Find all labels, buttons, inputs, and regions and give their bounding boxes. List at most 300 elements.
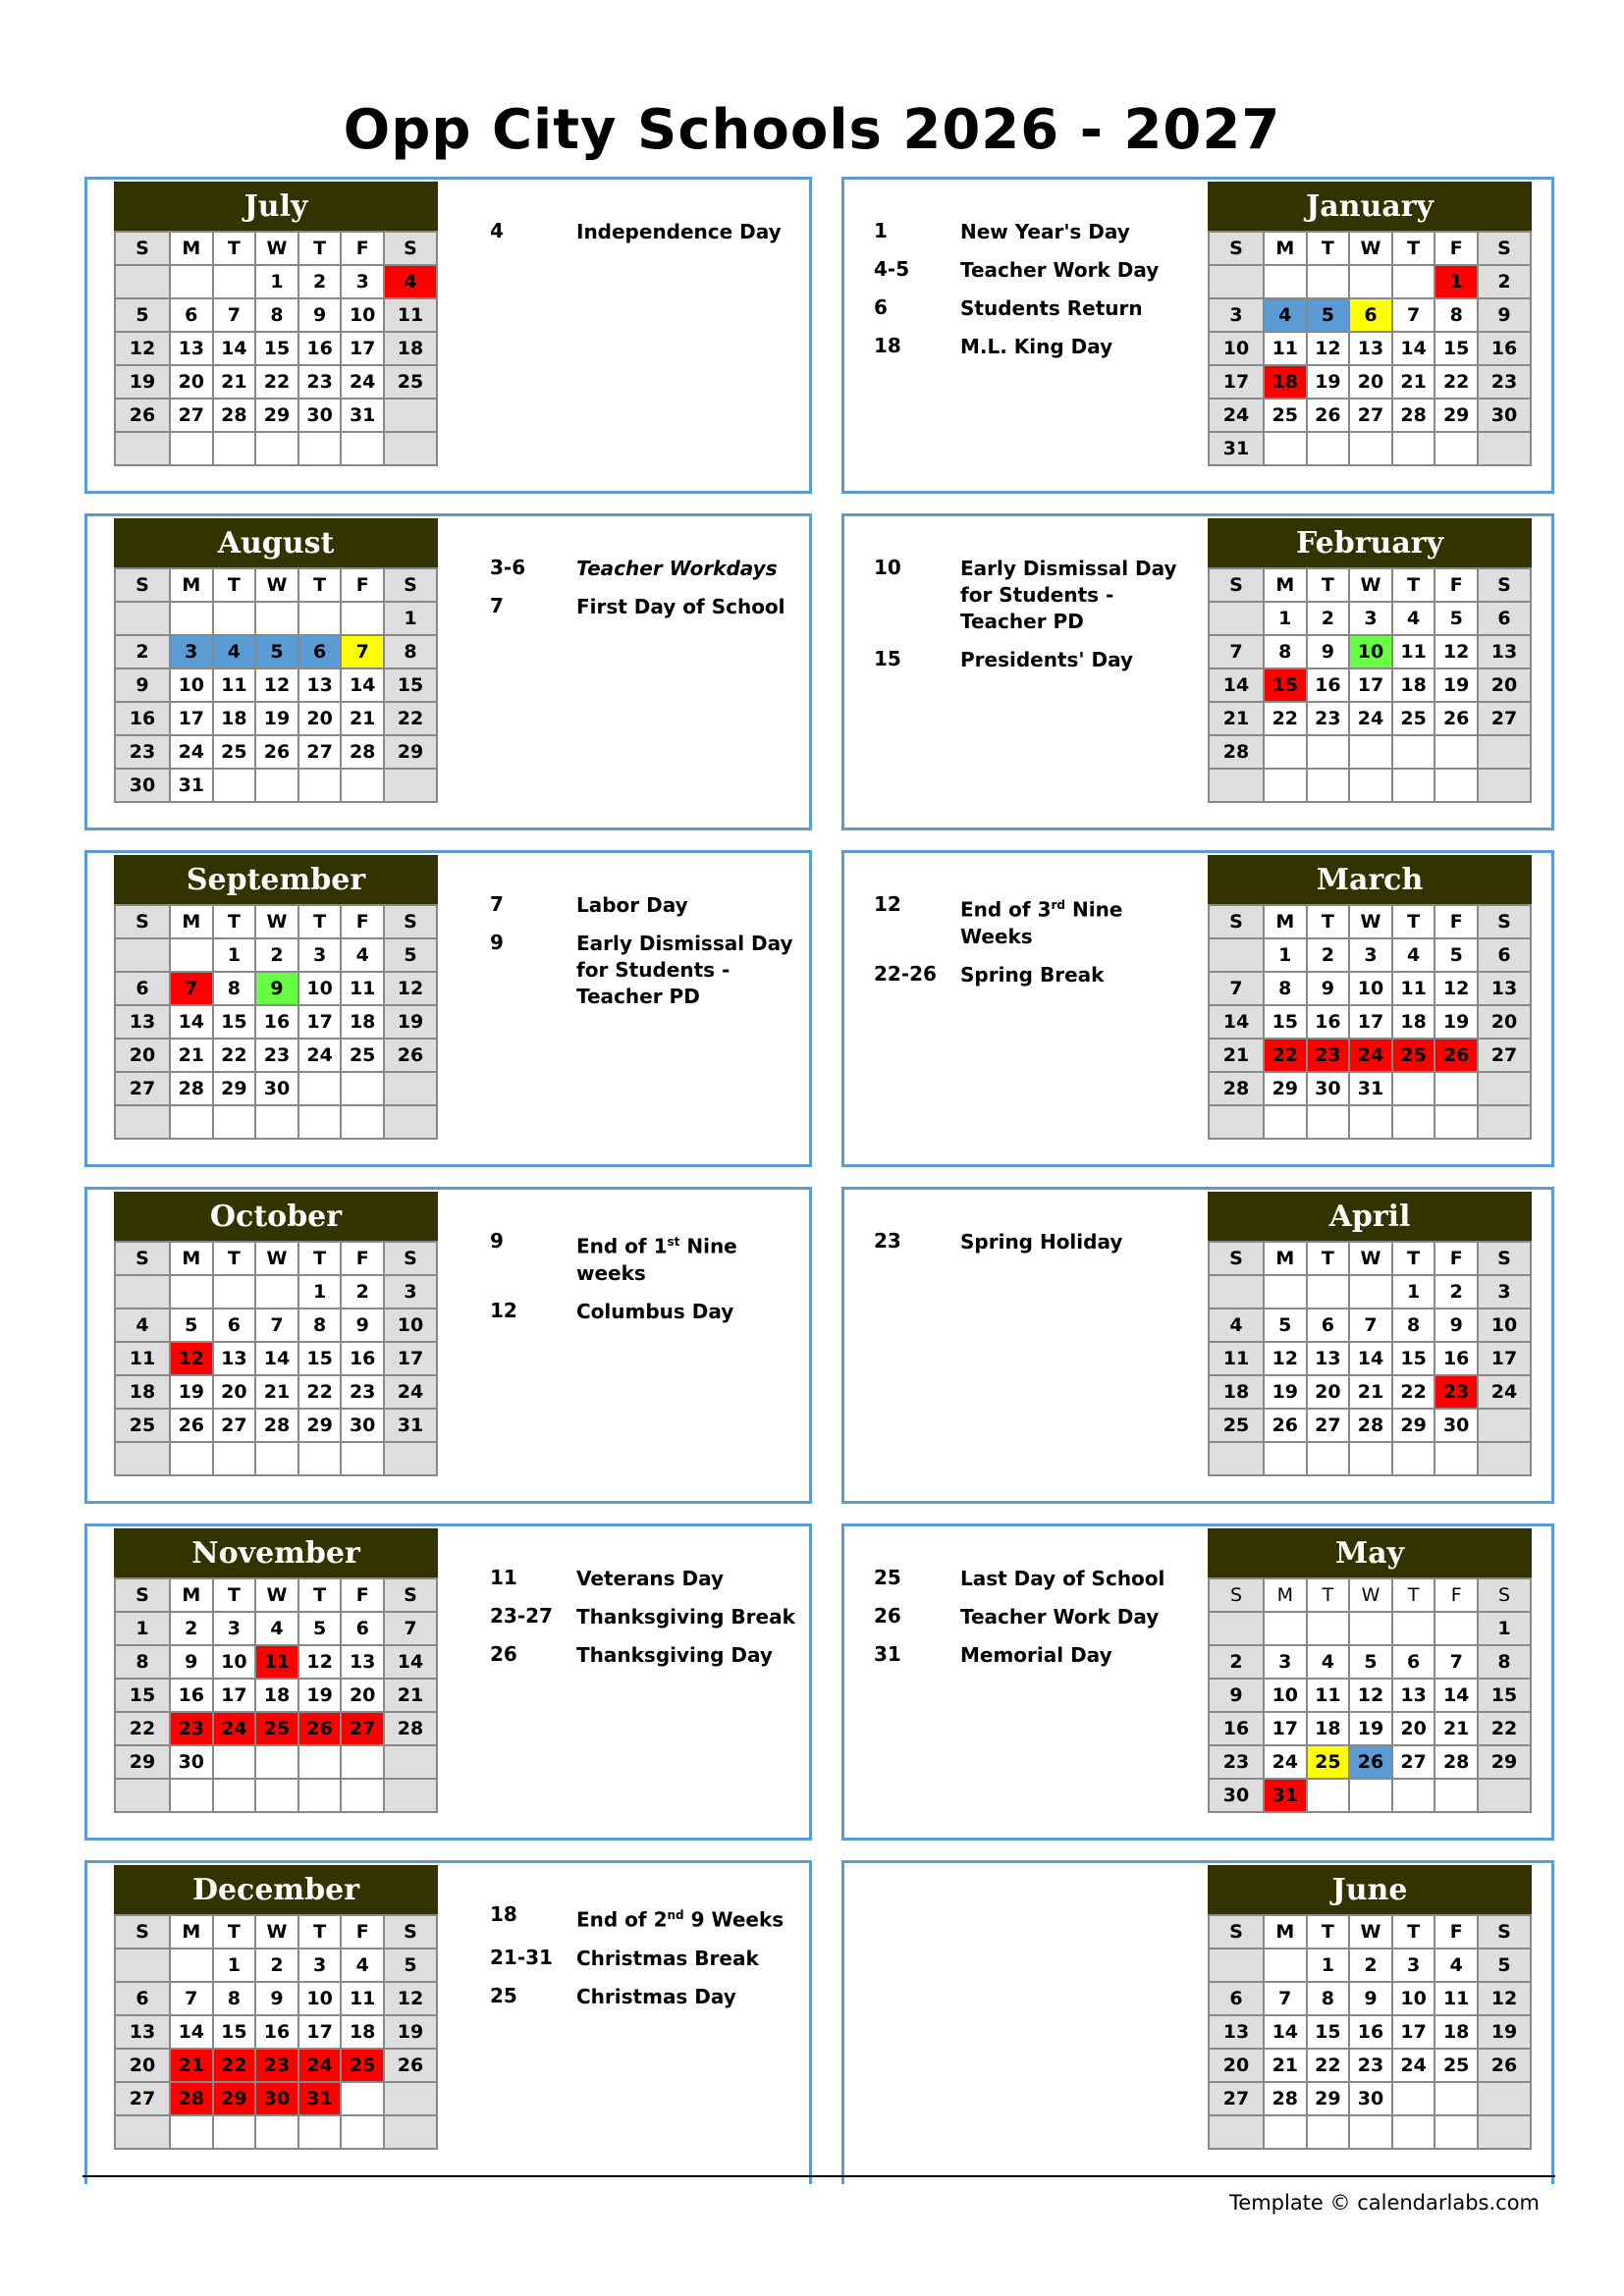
day-cell: 25 [255,1712,298,1745]
weekday-header: T [1392,568,1435,602]
day-cell: 5 [384,1949,437,1982]
event-description: Presidents' Day [960,648,1134,671]
day-cell: 16 [170,1679,213,1712]
day-cell: 13 [1392,1679,1435,1712]
day-cell: 31 [1209,432,1264,465]
empty-cell [213,1442,256,1475]
empty-cell [115,1442,170,1475]
month-panel-april [841,1187,1554,1504]
empty-cell [1392,265,1435,298]
day-cell: 22 [1435,365,1478,399]
day-cell: 11 [341,972,384,1005]
day-cell: 1 [298,1275,342,1308]
empty-cell [1435,769,1478,802]
month-name: October [114,1192,438,1241]
event-list [490,1902,802,2022]
day-cell: 3 [298,938,342,972]
event-date: 22-26 [874,961,937,986]
day-cell: 3 [298,1949,342,1982]
event-description: Students Return [960,296,1143,320]
day-cell: 2 [255,938,298,972]
event-item [874,1566,1186,1592]
empty-cell [298,2115,342,2149]
day-cell: 15 [213,2015,256,2049]
day-cell: 27 [341,1712,384,1745]
day-cell: 3 [1392,1949,1435,1982]
empty-cell [298,432,342,465]
day-cell: 28 [341,735,384,769]
day-cell: 1 [213,938,256,972]
empty-cell [384,1779,437,1812]
day-cell: 10 [1264,1679,1307,1712]
day-cell: 29 [1478,1745,1531,1779]
empty-cell [1264,1949,1307,1982]
day-cell: 30 [1478,399,1531,432]
empty-cell [115,1779,170,1812]
day-cell: 24 [1349,702,1392,735]
weekday-header: M [170,232,213,265]
day-cell: 3 [1349,938,1392,972]
day-cell: 29 [213,2082,256,2115]
day-cell: 27 [115,1072,170,1105]
day-cell: 12 [1435,972,1478,1005]
day-cell: 11 [341,1982,384,2015]
day-cell: 22 [1264,1039,1307,1072]
event-list [874,1229,1186,1267]
day-cell: 12 [255,668,298,702]
day-cell: 6 [1478,938,1531,972]
weekday-header: S [115,1915,170,1949]
weekday-header: T [1307,1915,1350,1949]
empty-cell [1392,1442,1435,1475]
empty-cell [213,2115,256,2149]
event-item [490,1642,802,1669]
day-cell: 16 [1307,668,1350,702]
empty-cell [1435,1779,1478,1812]
empty-cell [115,938,170,972]
empty-cell [1307,265,1350,298]
month-panel-february [841,513,1554,830]
weekday-header: W [255,905,298,938]
day-cell: 7 [1209,972,1264,1005]
empty-cell [255,432,298,465]
day-cell: 1 [115,1612,170,1645]
event-date: 6 [874,295,888,319]
day-cell: 3 [384,1275,437,1308]
day-cell: 5 [255,635,298,668]
day-cell: 9 [115,668,170,702]
event-date: 26 [490,1642,517,1666]
day-cell: 8 [1392,1308,1435,1342]
day-cell: 9 [1478,298,1531,332]
day-cell: 16 [1435,1342,1478,1375]
event-description: End of 2nd 9 Weeks [576,1907,785,1932]
day-cell: 16 [298,332,342,365]
day-cell: 28 [1435,1745,1478,1779]
empty-cell [1392,735,1435,769]
event-description: Spring Holiday [960,1230,1123,1254]
weekday-header: F [341,1578,384,1612]
day-cell: 2 [255,1949,298,1982]
day-cell: 30 [115,769,170,802]
day-cell: 2 [1349,1949,1392,1982]
empty-cell [1349,1275,1392,1308]
empty-cell [255,602,298,635]
empty-cell [1478,1105,1531,1139]
weekday-header: S [1209,568,1264,602]
weekday-header: T [213,905,256,938]
day-cell: 8 [1478,1645,1531,1679]
event-date: 26 [874,1604,901,1628]
event-description: Last Day of School [960,1567,1165,1590]
day-cell: 21 [1392,365,1435,399]
empty-cell [1435,735,1478,769]
day-cell: 2 [170,1612,213,1645]
day-cell: 28 [170,2082,213,2115]
day-cell: 2 [1307,938,1350,972]
divider [82,2175,1555,2177]
day-cell: 4 [1209,1308,1264,1342]
day-cell: 4 [1307,1645,1350,1679]
empty-cell [1392,1612,1435,1645]
day-cell: 2 [1209,1645,1264,1679]
day-cell: 3 [1349,602,1392,635]
day-cell: 25 [115,1409,170,1442]
day-cell: 16 [1209,1712,1264,1745]
day-cell: 1 [1478,1612,1531,1645]
event-date: 25 [874,1566,901,1589]
weekday-header: F [1435,232,1478,265]
day-cell: 18 [1264,365,1307,399]
event-date: 4-5 [874,257,910,281]
day-cell: 25 [1392,1039,1435,1072]
day-cell: 20 [1209,2049,1264,2082]
day-cell: 25 [213,735,256,769]
empty-cell [1349,265,1392,298]
day-cell: 27 [298,735,342,769]
empty-cell [255,1275,298,1308]
empty-cell [1307,769,1350,802]
day-cell: 27 [170,399,213,432]
event-item [874,1229,1186,1255]
day-cell: 15 [213,1005,256,1039]
day-cell: 24 [1478,1375,1531,1409]
day-cell: 23 [1307,702,1350,735]
weekday-header: M [1264,1242,1307,1275]
weekday-header: F [341,1242,384,1275]
day-cell: 19 [1435,668,1478,702]
event-item [490,556,802,582]
empty-cell [213,602,256,635]
day-cell: 12 [384,1982,437,2015]
event-date: 18 [874,334,901,357]
day-cell: 30 [298,399,342,432]
month-name: June [1208,1865,1532,1914]
day-cell: 27 [1307,1409,1350,1442]
day-cell: 8 [115,1645,170,1679]
day-cell: 26 [1435,1039,1478,1072]
day-cell: 17 [213,1679,256,1712]
day-cell: 30 [341,1409,384,1442]
day-cell: 29 [384,735,437,769]
day-cell: 2 [115,635,170,668]
day-cell: 22 [213,1039,256,1072]
day-cell: 8 [1264,635,1307,668]
weekday-header: M [1264,1578,1307,1612]
day-cell: 12 [115,332,170,365]
day-cell: 25 [1392,702,1435,735]
day-cell: 17 [1349,1005,1392,1039]
day-cell: 24 [298,1039,342,1072]
month-name: May [1208,1528,1532,1577]
weekday-header: W [1349,232,1392,265]
day-cell: 14 [170,2015,213,2049]
empty-cell [1209,1949,1264,1982]
weekday-header: S [1209,905,1264,938]
day-cell: 15 [1307,2015,1350,2049]
weekday-header: W [255,1578,298,1612]
day-cell: 10 [298,972,342,1005]
day-cell: 14 [1435,1679,1478,1712]
day-cell: 18 [1307,1712,1350,1745]
day-cell: 5 [1307,298,1350,332]
day-cell: 1 [213,1949,256,1982]
day-cell: 18 [255,1679,298,1712]
day-cell: 28 [213,399,256,432]
weekday-header: S [115,232,170,265]
day-cell: 11 [1209,1342,1264,1375]
event-date: 31 [874,1642,901,1666]
day-cell: 17 [1349,668,1392,702]
empty-cell [341,1779,384,1812]
day-cell: 19 [298,1679,342,1712]
day-cell: 27 [1478,1039,1531,1072]
day-cell: 3 [341,265,384,298]
day-cell: 17 [1264,1712,1307,1745]
day-cell: 8 [1264,972,1307,1005]
day-cell: 3 [1478,1275,1531,1308]
day-cell: 1 [1435,265,1478,298]
empty-cell [115,1105,170,1139]
weekday-header: M [170,1242,213,1275]
day-cell: 21 [341,702,384,735]
event-list [490,556,802,632]
month-calendar [114,855,438,1140]
day-cell: 31 [1264,1779,1307,1812]
empty-cell [170,602,213,635]
day-cell: 21 [170,2049,213,2082]
empty-cell [298,602,342,635]
empty-cell [384,399,437,432]
event-item [490,1604,802,1630]
day-cell: 26 [1264,1409,1307,1442]
event-item [490,1299,802,1325]
day-cell: 30 [1307,1072,1350,1105]
empty-cell [1307,735,1350,769]
day-cell: 25 [1435,2049,1478,2082]
day-cell: 3 [1264,1645,1307,1679]
weekday-header: T [1392,1242,1435,1275]
footer-credit: Template © calendarlabs.com [1229,2191,1540,2215]
month-calendar [114,1528,438,1813]
month-panel-march [841,850,1554,1167]
event-list [490,892,802,1022]
day-cell: 7 [1349,1308,1392,1342]
day-cell: 6 [1349,298,1392,332]
day-cell: 25 [384,365,437,399]
weekday-header: S [115,568,170,602]
day-cell: 26 [255,735,298,769]
empty-cell [341,769,384,802]
event-description: Teacher Workdays [576,557,778,580]
day-cell: 29 [1307,2082,1350,2115]
weekday-header: W [1349,568,1392,602]
weekday-header: S [115,1242,170,1275]
day-cell: 6 [115,972,170,1005]
day-cell: 3 [170,635,213,668]
day-cell: 14 [255,1342,298,1375]
day-cell: 26 [298,1712,342,1745]
day-cell: 2 [1435,1275,1478,1308]
event-item [874,892,1186,950]
day-cell: 1 [384,602,437,635]
day-cell: 22 [298,1375,342,1409]
weekday-header: T [213,568,256,602]
event-date: 3-6 [490,556,526,579]
day-cell: 20 [115,2049,170,2082]
event-item [874,1604,1186,1630]
month-name: January [1208,182,1532,231]
event-date: 23-27 [490,1604,553,1628]
empty-cell [1264,1442,1307,1475]
month-calendar [114,518,438,803]
weekday-header: T [1307,568,1350,602]
empty-cell [1264,769,1307,802]
day-cell: 31 [170,769,213,802]
event-date: 11 [490,1566,517,1589]
empty-cell [255,1745,298,1779]
event-item [874,1642,1186,1669]
day-cell: 15 [1392,1342,1435,1375]
day-cell: 21 [1264,2049,1307,2082]
weekday-header: T [298,905,342,938]
day-cell: 20 [1478,1005,1531,1039]
empty-cell [384,1072,437,1105]
day-cell: 12 [1264,1342,1307,1375]
day-cell: 28 [1209,1072,1264,1105]
empty-cell [1435,2115,1478,2149]
day-cell: 4 [341,938,384,972]
weekday-header: T [298,568,342,602]
day-cell: 10 [1349,972,1392,1005]
weekday-header: M [170,1915,213,1949]
event-item [874,334,1186,360]
weekday-header: T [1307,1578,1350,1612]
weekday-header: T [1307,1242,1350,1275]
day-cell: 19 [1478,2015,1531,2049]
weekday-header: S [1478,905,1531,938]
empty-cell [1392,2115,1435,2149]
weekday-header: F [341,905,384,938]
day-cell: 9 [1349,1982,1392,2015]
empty-cell [1349,769,1392,802]
day-cell: 9 [255,1982,298,2015]
day-cell: 16 [1307,1005,1350,1039]
day-cell: 24 [170,735,213,769]
day-cell: 13 [1349,332,1392,365]
weekday-header: S [384,1915,437,1949]
day-cell: 13 [298,668,342,702]
weekday-header: T [298,1578,342,1612]
empty-cell [298,1745,342,1779]
day-cell: 28 [170,1072,213,1105]
event-item [874,295,1186,322]
event-date: 1 [874,219,888,242]
event-description: Teacher Work Day [960,1605,1160,1629]
empty-cell [1349,2115,1392,2149]
month-name: September [114,855,438,904]
day-cell: 31 [298,2082,342,2115]
page-title: Opp City Schools 2026 - 2027 [343,98,1281,162]
empty-cell [255,1105,298,1139]
day-cell: 13 [213,1342,256,1375]
weekday-header: S [1478,1578,1531,1612]
day-cell: 30 [170,1745,213,1779]
weekday-header: T [213,1242,256,1275]
day-cell: 5 [1478,1949,1531,1982]
day-cell: 13 [1209,2015,1264,2049]
month-name: December [114,1865,438,1914]
empty-cell [341,1105,384,1139]
day-cell: 9 [1209,1679,1264,1712]
month-name: February [1208,518,1532,567]
event-description: Christmas Day [576,1984,736,2008]
day-cell: 6 [213,1308,256,1342]
weekday-header: T [213,232,256,265]
day-cell: 7 [1264,1982,1307,2015]
day-cell: 6 [298,635,342,668]
empty-cell [341,2082,384,2115]
empty-cell [298,1072,342,1105]
weekday-header: F [1435,1242,1478,1275]
event-date: 9 [490,931,504,954]
day-cell: 19 [1264,1375,1307,1409]
day-cell: 18 [1209,1375,1264,1409]
weekday-header: S [1209,1915,1264,1949]
empty-cell [1209,938,1264,972]
day-cell: 13 [1478,972,1531,1005]
event-list [490,219,802,257]
day-cell: 20 [170,365,213,399]
empty-cell [1435,432,1478,465]
event-description: End of 3rd Nine Weeks [960,897,1123,948]
empty-cell [1392,769,1435,802]
day-cell: 29 [115,1745,170,1779]
day-cell: 20 [1392,1712,1435,1745]
day-cell: 23 [1307,1039,1350,1072]
day-cell: 9 [1435,1308,1478,1342]
empty-cell [1307,1105,1350,1139]
empty-cell [213,265,256,298]
day-cell: 14 [1264,2015,1307,2049]
empty-cell [1209,602,1264,635]
empty-cell [1435,1105,1478,1139]
day-cell: 1 [1392,1275,1435,1308]
event-item [490,1984,802,2010]
day-cell: 10 [1349,635,1392,668]
empty-cell [1478,2082,1531,2115]
empty-cell [170,265,213,298]
